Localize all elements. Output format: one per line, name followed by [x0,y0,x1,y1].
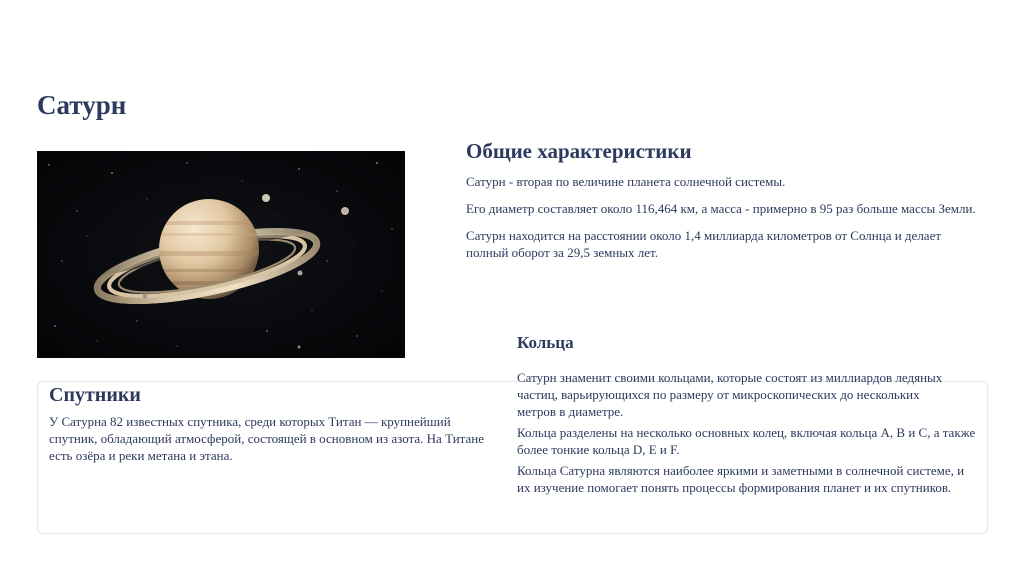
satellites-heading: Спутники [49,384,141,406]
rings-paragraph-1: Сатурн знаменит своими кольцами, которые состоят из миллиардов ледяных частиц, варьирующихся по размеру от микроскопических до нескольких метров в диаметре. [517,370,943,419]
general-paragraph-1: Сатурн - вторая по величине планета солнечной системы. [466,174,786,189]
general-heading: Общие характеристики [466,139,692,163]
general-paragraph-3: Сатурн находится на расстоянии около 1,4 миллиарда километров от Солнца и делает полный оборот за 29,5 земных лет. [466,228,942,260]
rings-section [517,333,987,500]
rings-paragraph-3: Кольца Сатурна являются наиболее яркими и заметными в солнечной системе, и их изучение помогает понять процессы формирования планет и их спутников. [517,463,965,495]
general-paragraph-2: Его диаметр составляет около 116,464 км, а масса - примерно в 95 раз больше массы Земли. [466,201,976,216]
rings-heading: Кольца [517,333,574,352]
rings-paragraph-2: Кольца разделены на несколько основных колец, включая кольца A, B и C, а также более тонкие кольца D, E и F. [517,425,976,457]
general-characteristics-section [466,139,1024,271]
saturn-image [37,151,405,358]
slide-title: Сатурн [37,90,127,120]
satellites-text: У Сатурна 82 известных спутника, среди которых Титан — крупнейший спутник, обладающий атмосферой, состоящей в основном из азота. На Титане есть озёра и реки метана и этана. [49,414,484,463]
